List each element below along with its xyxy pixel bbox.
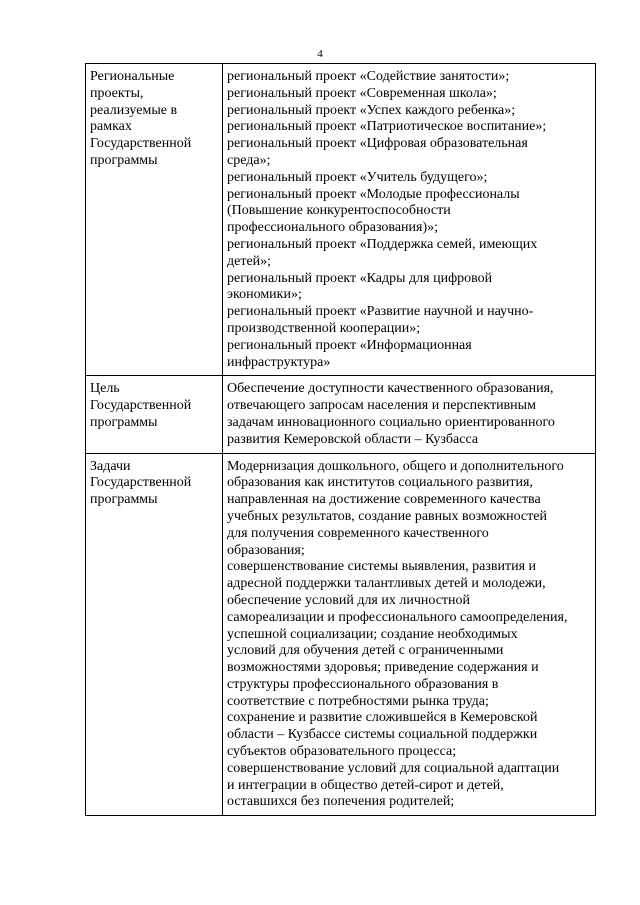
- row-content-cell: [223, 453, 596, 816]
- label-line: рамках: [90, 119, 132, 135]
- content-line: сохранение и развитие сложившейся в Кемеровской: [227, 710, 538, 726]
- content-line: возможностями здоровья; приведение содержания и: [227, 660, 539, 676]
- content-line: структуры профессионального образования в: [227, 676, 499, 692]
- row-label-cell: [86, 453, 223, 816]
- label-line: реализуемые в: [90, 102, 178, 118]
- content-line: региональный проект «Молодые профессионалы: [227, 186, 520, 202]
- content-line: экономики»;: [227, 287, 302, 303]
- content-line: образования как институтов социального развития,: [227, 475, 533, 491]
- content-line: региональный проект «Содействие занятости»;: [227, 69, 510, 84]
- row-label-cell: [86, 64, 223, 376]
- label-line: Государственной: [90, 398, 192, 414]
- content-line: для получения современного качественного: [227, 525, 489, 541]
- label-line: Цель: [90, 381, 120, 397]
- content-line: отвечающего запросам населения и перспективным: [227, 398, 536, 414]
- label-line: Региональные: [90, 69, 175, 84]
- content-line: совершенствование системы выявления, развития и: [227, 559, 537, 575]
- table-row: [86, 64, 596, 376]
- content-line: учебных результатов, создание равных возможностей: [227, 508, 547, 524]
- page-number: 4: [317, 48, 323, 60]
- content-line: региональный проект «Поддержка семей, имеющих: [227, 236, 538, 252]
- content-line: региональный проект «Информационная: [227, 337, 472, 353]
- content-line: региональный проект «Учитель будущего»;: [227, 169, 488, 185]
- row-label-cell: [86, 376, 223, 453]
- content-line: самореализации и профессионального самоопределения,: [227, 609, 568, 625]
- label-line: проекты,: [90, 85, 144, 101]
- content-line: условий для обучения детей с ограниченными: [227, 643, 504, 659]
- label-line: программы: [90, 414, 158, 430]
- content-line: региональный проект «Кадры для цифровой: [227, 270, 493, 286]
- content-line: региональный проект «Цифровая образовательная: [227, 136, 528, 152]
- content-line: адресной поддержки талантливых детей и молодежи,: [227, 576, 546, 592]
- content-line: детей»;: [227, 253, 272, 269]
- label-line: программы: [90, 492, 158, 508]
- content-line: обеспечение условий для их личностной: [227, 592, 471, 608]
- content-line: оставшихся без попечения родителей;: [227, 794, 455, 810]
- row-content-cell: [223, 376, 596, 453]
- label-line: программы: [90, 152, 158, 168]
- content-line: Обеспечение доступности качественного образования,: [227, 381, 554, 397]
- content-line: профессионального образования)»;: [227, 220, 439, 236]
- content-line: инфраструктура»: [227, 354, 331, 370]
- content-line: Модернизация дошкольного, общего и дополнительного: [227, 458, 564, 474]
- content-line: совершенствование условий для социальной адаптации: [227, 760, 560, 776]
- content-line: соответствие с потребностями рынка труда;: [227, 693, 489, 709]
- content-line: и интеграции в общество детей-сирот и детей,: [227, 777, 504, 793]
- content-line: направленная на достижение современного качества: [227, 492, 541, 508]
- content-line: региональный проект «Успех каждого ребенка»;: [227, 102, 516, 118]
- content-line: региональный проект «Патриотическое воспитание»;: [227, 119, 547, 135]
- content-line: успешной социализации; создание необходимых: [227, 626, 518, 642]
- content-line: региональный проект «Современная школа»;: [227, 85, 497, 101]
- content-line: задачам инновационного социально ориентированного: [227, 414, 555, 430]
- content-line: развития Кемеровской области – Кузбасса: [227, 431, 479, 447]
- row-content-cell: [223, 64, 596, 376]
- label-line: Задачи: [90, 458, 131, 474]
- content-line: среда»;: [227, 152, 271, 168]
- content-line: производственной кооперации»;: [227, 320, 421, 336]
- program-passport-table: [85, 63, 596, 816]
- content-line: региональный проект «Развитие научной и научно-: [227, 304, 534, 320]
- table-row: [86, 376, 596, 453]
- content-line: субъектов образовательного процесса;: [227, 744, 457, 760]
- content-line: (Повышение конкурентоспособности: [227, 203, 451, 219]
- content-line: образования;: [227, 542, 305, 558]
- label-line: Государственной: [90, 475, 192, 491]
- label-line: Государственной: [90, 136, 192, 152]
- content-line: области – Кузбассе системы социальной поддержки: [227, 727, 538, 743]
- table-row: [86, 453, 596, 816]
